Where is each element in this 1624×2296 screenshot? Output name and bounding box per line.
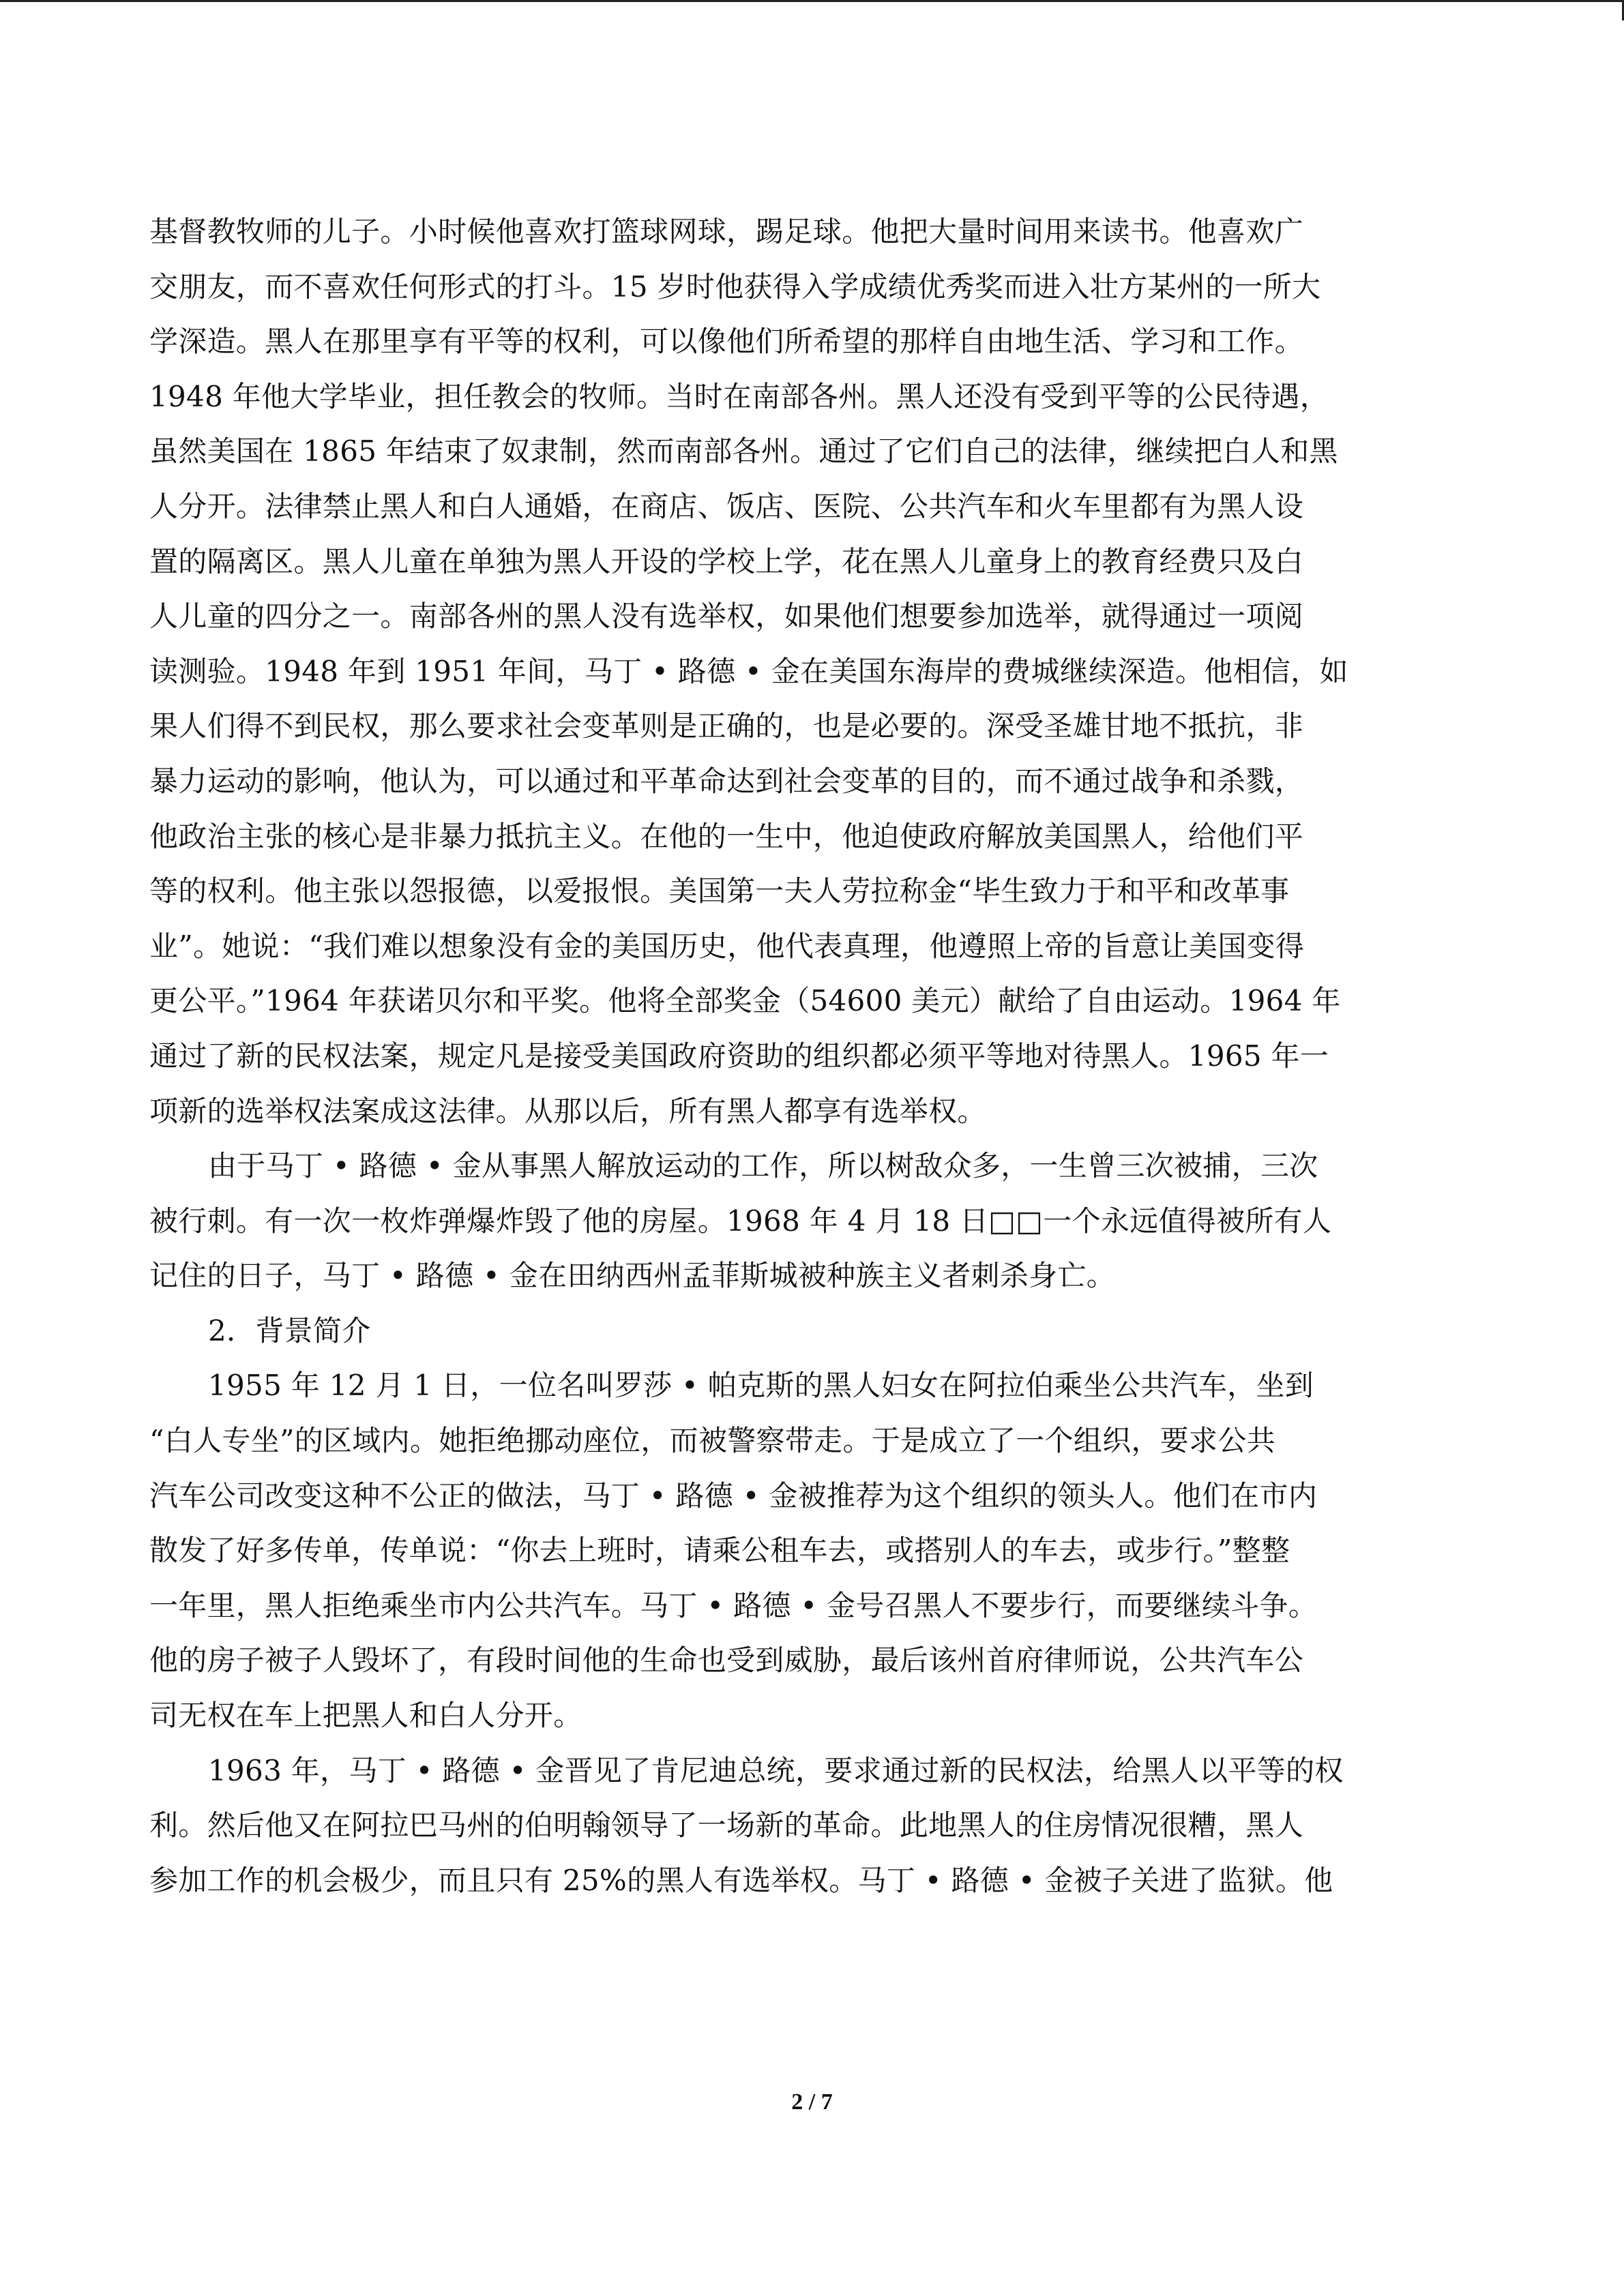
body-line: 记住的日子，马丁 • 路德 • 金在田纳西州孟菲斯城被种族主义者刺杀身亡。	[149, 1259, 1116, 1293]
body-line: 读测验。1948 年到 1951 年间，马丁 • 路德 • 金在美国东海岸的费城继续深造。他相信，如	[149, 654, 1348, 688]
body-line: 置的隔离区。黑人儿童在单独为黑人开设的学校上学，花在黑人儿童身上的教育经费只及白	[149, 544, 1304, 578]
body-line: 被行刺。有一次一枚炸弹爆炸毁了他的房屋。1968 年 4 月 18 日□□一个永远值得被所有人	[149, 1204, 1332, 1238]
paragraph-start-line: 1963 年，马丁 • 路德 • 金晋见了肯尼迪总统，要求通过新的民权法，给黑人以平等的权	[208, 1753, 1344, 1787]
document-body	[149, 205, 1476, 1908]
body-line: 1948 年他大学毕业，担任教会的牧师。当时在南部各州。黑人还没有受到平等的公民待遇，	[149, 379, 1329, 413]
body-line: 人儿童的四分之一。南部各州的黑人没有选举权，如果他们想要参加选举，就得通过一项阅	[149, 599, 1304, 633]
body-line: 他政治主张的核心是非暴力抵抗主义。在他的一生中，他迫使政府解放美国黑人，给他们平	[149, 819, 1304, 853]
body-line: 果人们得不到民权，那么要求社会变革则是正确的，也是必要的。深受圣雄甘地不抵抗，非	[149, 709, 1304, 743]
body-line: “白人专坐”的区域内。她拒绝挪动座位，而被警察带走。于是成立了一个组织，要求公共	[149, 1424, 1275, 1458]
body-line: 散发了好多传单，传单说：“你去上班时，请乘公租车去，或搭别人的车去，或步行。”整整	[149, 1534, 1290, 1568]
body-line: 业”。她说：“我们难以想象没有金的美国历史，他代表真理，他遵照上帝的旨意让美国变得	[149, 929, 1305, 963]
body-line: 利。然后他又在阿拉巴马州的伯明翰领导了一场新的革命。此地黑人的住房情况很糟，黑人	[149, 1808, 1304, 1843]
body-line: 学深造。黑人在那里享有平等的权利，可以像他们所希望的那样自由地生活、学习和工作。	[149, 325, 1304, 359]
body-line: 参加工作的机会极少，而且只有 25%的黑人有选举权。马丁 • 路德 • 金被子关进了监狱。他	[149, 1863, 1333, 1897]
body-line: 司无权在车上把黑人和白人分开。	[149, 1699, 582, 1733]
body-line: 汽车公司改变这种不公正的做法，马丁 • 路德 • 金被推荐为这个组织的领头人。他们在市内	[149, 1478, 1318, 1512]
body-line: 人分开。法律禁止黑人和白人通婚，在商店、饭店、医院、公共汽车和火车里都有为黑人设	[149, 489, 1304, 523]
body-line: 项新的选举权法案成这法律。从那以后，所有黑人都享有选举权。	[149, 1094, 986, 1128]
section-heading: 2．背景简介	[208, 1313, 371, 1347]
body-line: 暴力运动的影响，他认为，可以通过和平革命达到社会变革的目的，而不通过战争和杀戮，	[149, 764, 1304, 798]
body-line: 通过了新的民权法案，规定凡是接受美国政府资助的组织都必须平等地对待黑人。1965 年一	[149, 1039, 1329, 1073]
top-border-line	[0, 0, 1624, 2]
body-line: 虽然美国在 1865 年结束了奴隶制，然而南部各州。通过了它们自己的法律，继续把白人和黑	[149, 434, 1338, 468]
paragraph-start-line: 由于马丁 • 路德 • 金从事黑人解放运动的工作，所以树敌众多，一生曾三次被捕，三次	[208, 1149, 1318, 1183]
body-line: 基督教牧师的儿子。小时候他喜欢打篮球网球，踢足球。他把大量时间用来读书。他喜欢广	[149, 215, 1304, 248]
body-line: 更公平。”1964 年获诺贝尔和平奖。他将全部奖金（54600 美元）献给了自由运动。1964 年	[149, 984, 1341, 1018]
body-line: 等的权利。他主张以怨报德，以爱报恨。美国第一夫人劳拉称金“毕生致力于和平和改革事	[149, 874, 1290, 908]
body-line: 他的房子被子人毁坏了，有段时间他的生命也受到威胁，最后该州首府律师说，公共汽车公	[149, 1643, 1304, 1678]
body-line: 交朋友，而不喜欢任何形式的打斗。15 岁时他获得入学成绩优秀奖而进入壮方某州的一所大	[149, 269, 1321, 303]
page-number: 2 / 7	[791, 2089, 833, 2115]
body-line: 一年里，黑人拒绝乘坐市内公共汽车。马丁 • 路德 • 金号召黑人不要步行，而要继续斗争。	[149, 1588, 1318, 1622]
paragraph-start-line: 1955 年 12 月 1 日，一位名叫罗莎 • 帕克斯的黑人妇女在阿拉伯乘坐公共汽车，坐到	[208, 1369, 1314, 1403]
